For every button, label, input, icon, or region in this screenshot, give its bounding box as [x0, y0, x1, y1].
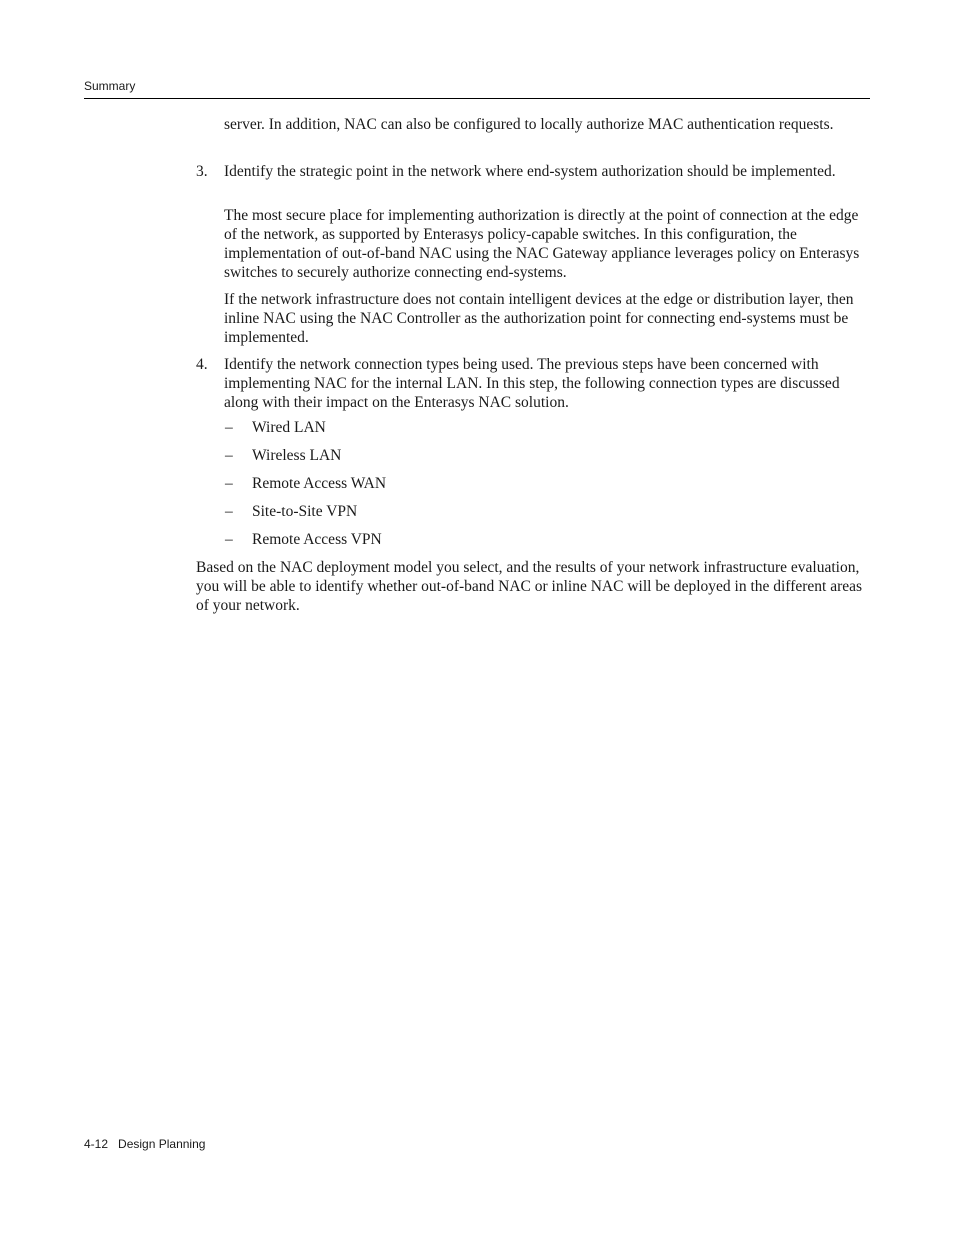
header-rule — [84, 98, 870, 99]
step-4-text: Identify the network connection types being used. The previous steps have been concerned with implementing NAC for the internal LAN. In this step, the following connection types are discussed along with their impact on the Enterasys NAC solution. — [224, 356, 840, 411]
page-number: 4-12 — [84, 1137, 109, 1151]
running-header-title: Summary — [84, 79, 136, 93]
list-bullet: – — [225, 503, 233, 520]
list-item-remote-access-vpn: Remote Access VPN — [252, 531, 382, 548]
list-item-site-to-site-vpn: Site-to-Site VPN — [252, 503, 358, 520]
list-item-wired-lan: Wired LAN — [252, 419, 326, 436]
list-bullet: – — [225, 419, 233, 436]
page-footer — [84, 1136, 205, 1152]
step-3-paragraph-1: The most secure place for implementing authorization is directly at the point of connection at the edge of the network, as supported by Enterasys policy-capable switches. In this configuration, the implementation of out-of-band NAC using the NAC Gateway appliance leverages policy on Enterasys switches to securely authorize connecting end-systems. — [224, 207, 860, 281]
step-3-paragraph-2: If the network infrastructure does not contain intelligent devices at the edge or distribution layer, then inline NAC using the NAC Controller as the authorization point for connecting end-systems must be implemented. — [224, 291, 854, 346]
list-item-remote-access-wan: Remote Access WAN — [252, 475, 387, 492]
closing-paragraph: Based on the NAC deployment model you select, and the results of your network infrastructure evaluation, you will be able to identify whether out-of-band NAC or inline NAC will be deployed in the different areas of your network. — [196, 559, 863, 614]
list-bullet: – — [225, 475, 233, 492]
step-4-number: 4. — [196, 356, 208, 373]
continued-paragraph: server. In addition, NAC can also be configured to locally authorize MAC authentication requests. — [224, 116, 834, 133]
chapter-title: Design Planning — [118, 1137, 206, 1151]
list-bullet: – — [225, 531, 233, 548]
list-item-wireless-lan: Wireless LAN — [252, 447, 342, 464]
list-bullet: – — [225, 447, 233, 464]
step-3-number: 3. — [196, 163, 208, 180]
step-3-text: Identify the strategic point in the network where end-system authorization should be implemented. — [224, 163, 836, 180]
